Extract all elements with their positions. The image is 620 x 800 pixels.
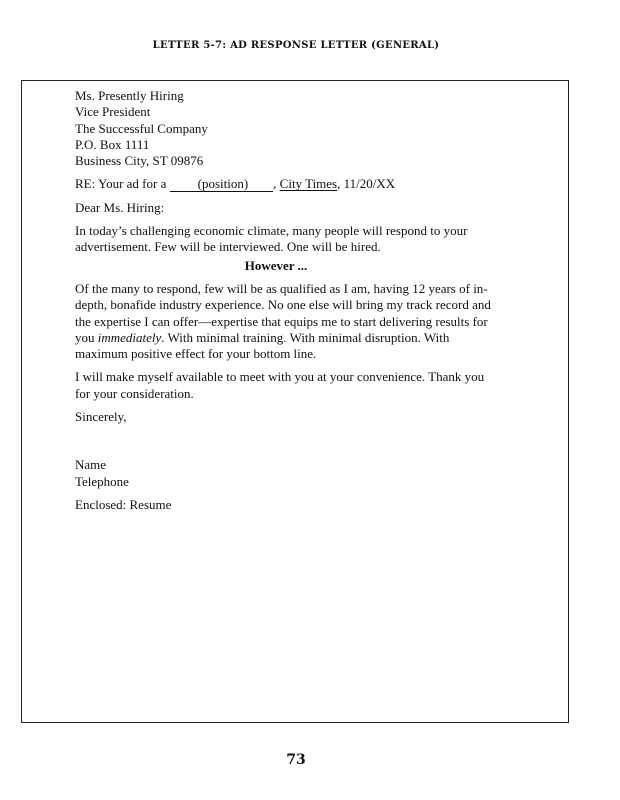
recipient-company: The Successful Company: [75, 120, 208, 136]
paragraph-closing: I will make myself available to meet with you at your convenience. Thank you for your consideration.: [75, 369, 485, 401]
page-heading: LETTER 5-7: AD RESPONSE LETTER (GENERAL): [152, 40, 440, 51]
italic-emphasis: immediately: [97, 329, 162, 345]
recipient-address: [75, 88, 495, 169]
letter-body: [75, 88, 495, 513]
closing: Sincerely,: [75, 409, 127, 425]
enclosure-line: Enclosed: Resume: [75, 496, 172, 512]
publication-name: City Times: [279, 176, 338, 192]
re-line: [75, 176, 495, 192]
emphasis-line: However ...: [244, 257, 308, 273]
signature-space: [75, 425, 495, 457]
salutation: Dear Ms. Hiring:: [75, 199, 165, 215]
recipient-po-box: P.O. Box 1111: [75, 136, 150, 152]
re-prefix: RE: Your ad for a: [75, 176, 170, 192]
paragraph-qualifications-text: Of the many to respond, few will be as qualified as I am, having 12 years of in-depth, bonafide industry experience. No one else will bring my track record and the expertise I can offer—expertise that equips me to start delivering results for you: [75, 280, 491, 345]
recipient-title: Vice President: [75, 104, 151, 120]
recipient-name: Ms. Presently Hiring: [75, 88, 184, 103]
paragraph-qualifications-tail: . With minimal training. With minimal disruption. With maximum positive effect for your bottom line.: [75, 329, 450, 362]
re-separator: ,: [273, 176, 280, 192]
paragraph-qualifications: [75, 281, 495, 362]
paragraph-opening: In today’s challenging economic climate, many people will respond to your advertisement. Few will be interviewed. One will be hired.: [75, 223, 468, 255]
position-blank: (position): [170, 177, 274, 192]
ad-date: , 11/20/XX: [337, 176, 396, 192]
signature-phone: Telephone: [75, 473, 129, 489]
recipient-city-line: Business City, ST 09876: [75, 153, 204, 169]
signature-name: Name: [75, 457, 107, 473]
page-number: 73: [286, 752, 306, 768]
